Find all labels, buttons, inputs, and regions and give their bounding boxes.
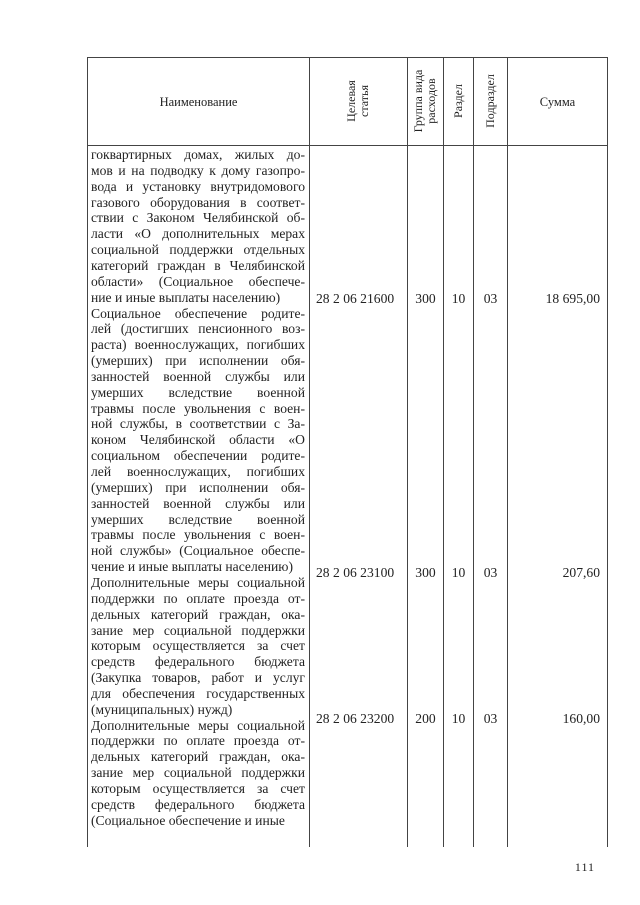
row-3-section: 10 bbox=[451, 711, 466, 726]
row-3-group: 200 bbox=[415, 711, 436, 726]
name-line: умерших вследствие военной bbox=[91, 511, 305, 527]
name-line: поддержки по оплате проезда от- bbox=[91, 590, 305, 606]
header-name-text: Наименование bbox=[159, 94, 238, 109]
header-subsection-text: Подраздел bbox=[482, 74, 497, 128]
name-line: средств федерального бюджета bbox=[91, 796, 305, 812]
name-line: гоквартирных домах, жилых до- bbox=[91, 147, 305, 162]
row-1-amount: 18 695,00 bbox=[545, 291, 600, 306]
row-3-amount: 160,00 bbox=[562, 711, 600, 726]
name-line: ласти «О дополнительных мерах bbox=[91, 226, 305, 242]
col-divider-section bbox=[473, 57, 474, 847]
name-line: которым осуществляется за счет bbox=[91, 638, 305, 654]
name-line: социальной поддержки отдельных bbox=[91, 242, 305, 258]
name-line: категорий граждан в Челябинской bbox=[91, 257, 305, 273]
header-expense-group-text: Группа вида расходов bbox=[411, 69, 438, 133]
name-line: для обеспечения государственных bbox=[91, 685, 305, 701]
row-1-section: 10 bbox=[451, 291, 466, 306]
name-line: лей военнослужащих, погибших bbox=[91, 464, 305, 479]
row-1-article: 28 2 06 21600 bbox=[316, 291, 395, 306]
row-2-section: 10 bbox=[451, 565, 466, 580]
name-line: ной службы» (Социальное обеспе- bbox=[91, 543, 305, 559]
row-2-group: 300 bbox=[415, 565, 436, 580]
name-line: газового оборудования в соответ- bbox=[91, 194, 305, 210]
name-line: (умерших) при исполнении обя- bbox=[91, 479, 305, 495]
name-line: травмы после увольнения с воен- bbox=[91, 527, 305, 543]
row-2-subsection: 03 bbox=[483, 565, 498, 580]
name-line: социальном обеспечении родите- bbox=[91, 448, 305, 464]
name-line: (Закупка товаров, работ и услуг bbox=[91, 670, 305, 685]
header-expense-group bbox=[408, 57, 442, 145]
row-2-amount: 207,60 bbox=[562, 565, 600, 580]
name-line: дельных категорий граждан, ока- bbox=[91, 749, 305, 765]
name-line: средств федерального бюджета bbox=[91, 654, 305, 670]
name-line: ние и иные выплаты населению) bbox=[91, 289, 281, 305]
header-section bbox=[448, 58, 468, 144]
name-line: зание мер социальной поддержки bbox=[91, 765, 305, 781]
header-subsection bbox=[480, 58, 500, 144]
row-3-article: 28 2 06 23200 bbox=[316, 711, 395, 726]
name-line: поддержки по оплате проезда от- bbox=[91, 733, 305, 749]
name-line: мов и на подводку к дому газопро- bbox=[91, 162, 305, 178]
row-2-article: 28 2 06 23100 bbox=[316, 565, 395, 580]
row-1-group: 300 bbox=[415, 291, 436, 306]
name-line: зание мер социальной поддержки bbox=[91, 622, 305, 638]
name-line: ной службы, в соответствии с За- bbox=[91, 416, 305, 432]
col-divider-name bbox=[309, 57, 310, 847]
name-line: лей (достигших пенсионного воз- bbox=[91, 321, 305, 337]
col-divider-subsection bbox=[507, 57, 508, 847]
name-line: умерших вследствие военной bbox=[91, 384, 305, 400]
name-line: ствии с Законом Челябинской об- bbox=[91, 210, 305, 226]
name-line: занностей военной службы или bbox=[91, 495, 305, 511]
name-line: дельных категорий граждан, ока- bbox=[91, 606, 305, 622]
row-3-subsection: 03 bbox=[483, 711, 498, 726]
col-divider-group bbox=[443, 57, 444, 847]
name-line: коном Челябинской области «О bbox=[91, 432, 305, 448]
header-divider bbox=[87, 145, 608, 146]
header-target-article bbox=[314, 57, 402, 145]
name-line: (муниципальных) нужд) bbox=[91, 701, 233, 717]
name-line: (Социальное обеспечение и иные bbox=[91, 812, 285, 828]
name-line: Дополнительные меры социальной bbox=[91, 717, 305, 733]
name-line: Дополнительные меры социальной bbox=[91, 575, 305, 590]
header-amount-text: Сумма bbox=[539, 94, 576, 109]
table-border-right bbox=[607, 57, 608, 847]
header-name bbox=[88, 58, 309, 145]
name-line: чение и иные выплаты населению) bbox=[91, 559, 293, 575]
page-number: 111 bbox=[574, 860, 595, 874]
name-line: раста) военнослужащих, погибших bbox=[91, 337, 305, 353]
name-line: которым осуществляется за счет bbox=[91, 781, 305, 796]
name-line: Социальное обеспечение родите- bbox=[91, 305, 305, 321]
row-1-subsection: 03 bbox=[483, 291, 498, 306]
header-target-article-text: Целевая статья bbox=[344, 80, 371, 122]
col-divider-article bbox=[407, 57, 408, 847]
name-line: области» (Социальное обеспече- bbox=[91, 273, 305, 289]
header-amount bbox=[508, 58, 607, 145]
table-border-left bbox=[87, 57, 88, 847]
name-line: травмы после увольнения с воен- bbox=[91, 400, 305, 416]
name-line: вода и установку внутридомового bbox=[91, 178, 305, 194]
name-line: занностей военной службы или bbox=[91, 368, 305, 384]
name-line: (умерших) при исполнении обя- bbox=[91, 353, 305, 368]
header-section-text: Раздел bbox=[450, 84, 465, 118]
